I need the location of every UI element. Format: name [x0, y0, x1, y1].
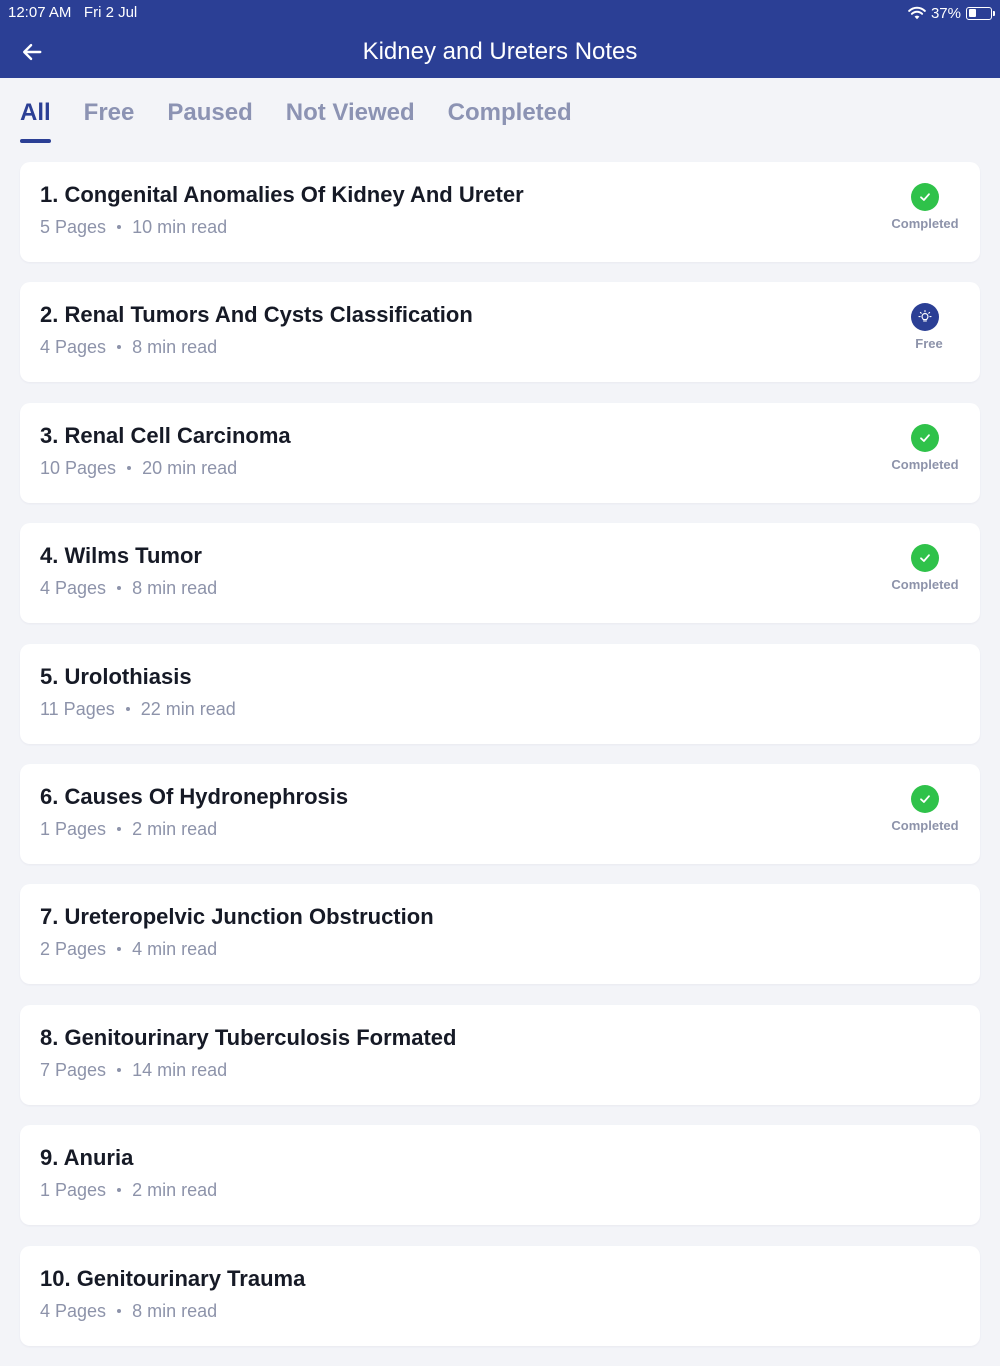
- note-meta: [40, 214, 227, 240]
- tab-completed[interactable]: Completed: [447, 99, 572, 126]
- note-pages: 10 Pages: [40, 457, 117, 478]
- checkmark-icon: [917, 430, 933, 446]
- note-card[interactable]: [20, 884, 980, 984]
- note-read-time: 2 min read: [132, 818, 218, 839]
- note-meta: [40, 936, 217, 962]
- note-pages: 11 Pages: [40, 698, 115, 719]
- note-title: 3. Renal Cell Carcinoma: [40, 422, 291, 448]
- note-status-label: Completed: [891, 577, 959, 593]
- note-meta: [40, 334, 217, 360]
- note-status: [880, 785, 970, 834]
- status-date-text: Fri 2 Jul: [83, 4, 138, 21]
- completed-badge: [911, 544, 939, 572]
- note-meta: [40, 455, 237, 481]
- note-title: 4. Wilms Tumor: [40, 543, 202, 569]
- checkmark-icon: [917, 189, 933, 205]
- separator-dot: [117, 1188, 121, 1192]
- note-meta: [40, 575, 217, 601]
- note-card[interactable]: [20, 1246, 980, 1346]
- note-title: 6. Causes Of Hydronephrosis: [40, 783, 349, 809]
- top-app-bar: [0, 0, 1000, 78]
- note-status: [880, 424, 970, 473]
- note-status-label: Completed: [891, 817, 959, 833]
- note-card[interactable]: [20, 282, 980, 382]
- separator-dot: [117, 1068, 121, 1072]
- note-read-time: 22 min read: [140, 698, 236, 719]
- note-card[interactable]: [20, 644, 980, 744]
- note-meta: [40, 696, 236, 722]
- tab-not-viewed[interactable]: Not Viewed: [285, 99, 415, 126]
- note-title: 5. Urolothiasis: [40, 663, 192, 689]
- note-title: 8. Genitourinary Tuberculosis Formated: [40, 1024, 457, 1050]
- note-read-time: 14 min read: [132, 1059, 228, 1080]
- battery-percent: 37%: [930, 4, 961, 22]
- separator-dot: [117, 827, 121, 831]
- tab-all[interactable]: All: [20, 96, 51, 144]
- filter-tabs: [20, 96, 572, 144]
- note-read-time: 2 min read: [132, 1180, 218, 1201]
- lightbulb-icon: [917, 309, 933, 325]
- wifi-icon: [908, 6, 926, 20]
- note-status-label: Free: [915, 336, 943, 352]
- separator-dot: [117, 586, 121, 590]
- note-title: 10. Genitourinary Trauma: [40, 1265, 306, 1291]
- page-title: Kidney and Ureters Notes: [362, 38, 638, 65]
- note-title: 2. Renal Tumors And Cysts Classification: [40, 302, 473, 328]
- completed-badge: [911, 424, 939, 452]
- note-card[interactable]: [20, 1125, 980, 1225]
- free-badge: [911, 303, 939, 331]
- note-card[interactable]: [20, 764, 980, 864]
- note-read-time: 20 min read: [142, 457, 238, 478]
- note-pages: 5 Pages: [40, 217, 107, 237]
- note-read-time: 8 min read: [132, 337, 218, 358]
- separator-dot: [126, 707, 130, 711]
- note-pages: 4 Pages: [40, 578, 107, 599]
- note-status-label: Completed: [891, 216, 959, 231]
- note-pages: 7 Pages: [40, 1059, 107, 1080]
- note-read-time: 4 min read: [132, 939, 218, 960]
- status-bar-time: [8, 4, 137, 22]
- note-pages: 2 Pages: [40, 939, 107, 960]
- note-pages: 4 Pages: [40, 1300, 107, 1321]
- separator-dot: [117, 345, 121, 349]
- battery-icon: [966, 7, 992, 20]
- note-status: [880, 544, 970, 593]
- status-time-text: 12:07 AM: [8, 4, 72, 21]
- tab-paused[interactable]: Paused: [167, 99, 253, 126]
- note-meta: [40, 1057, 227, 1083]
- note-title: 7. Ureteropelvic Junction Obstruction: [40, 904, 434, 930]
- separator-dot: [117, 225, 121, 229]
- note-read-time: 10 min read: [132, 217, 228, 237]
- note-read-time: 8 min read: [132, 1300, 218, 1321]
- note-status: [880, 303, 970, 352]
- note-card[interactable]: [20, 403, 980, 503]
- completed-badge: [911, 183, 939, 211]
- note-pages: 4 Pages: [40, 337, 107, 358]
- separator-dot: [117, 1309, 121, 1313]
- note-pages: 1 Pages: [40, 1180, 107, 1201]
- note-read-time: 8 min read: [132, 578, 218, 599]
- status-bar-right: [908, 3, 992, 23]
- note-title: 9. Anuria: [40, 1145, 134, 1171]
- note-card[interactable]: [20, 162, 980, 262]
- separator-dot: [117, 947, 121, 951]
- note-meta: [40, 816, 217, 842]
- notes-list: [20, 162, 980, 1366]
- note-title: 1. Congenital Anomalies Of Kidney And Ureter: [40, 182, 524, 207]
- separator-dot: [127, 466, 131, 470]
- note-status: [880, 183, 970, 232]
- checkmark-icon: [917, 791, 933, 807]
- note-card[interactable]: [20, 1005, 980, 1105]
- tab-free[interactable]: Free: [83, 99, 135, 126]
- note-card[interactable]: [20, 523, 980, 623]
- completed-badge: [911, 785, 939, 813]
- checkmark-icon: [917, 550, 933, 566]
- note-status-label: Completed: [891, 456, 959, 472]
- note-meta: [40, 1298, 217, 1324]
- note-meta: [40, 1177, 217, 1203]
- battery-level-fill: [969, 9, 977, 17]
- note-pages: 1 Pages: [40, 818, 107, 839]
